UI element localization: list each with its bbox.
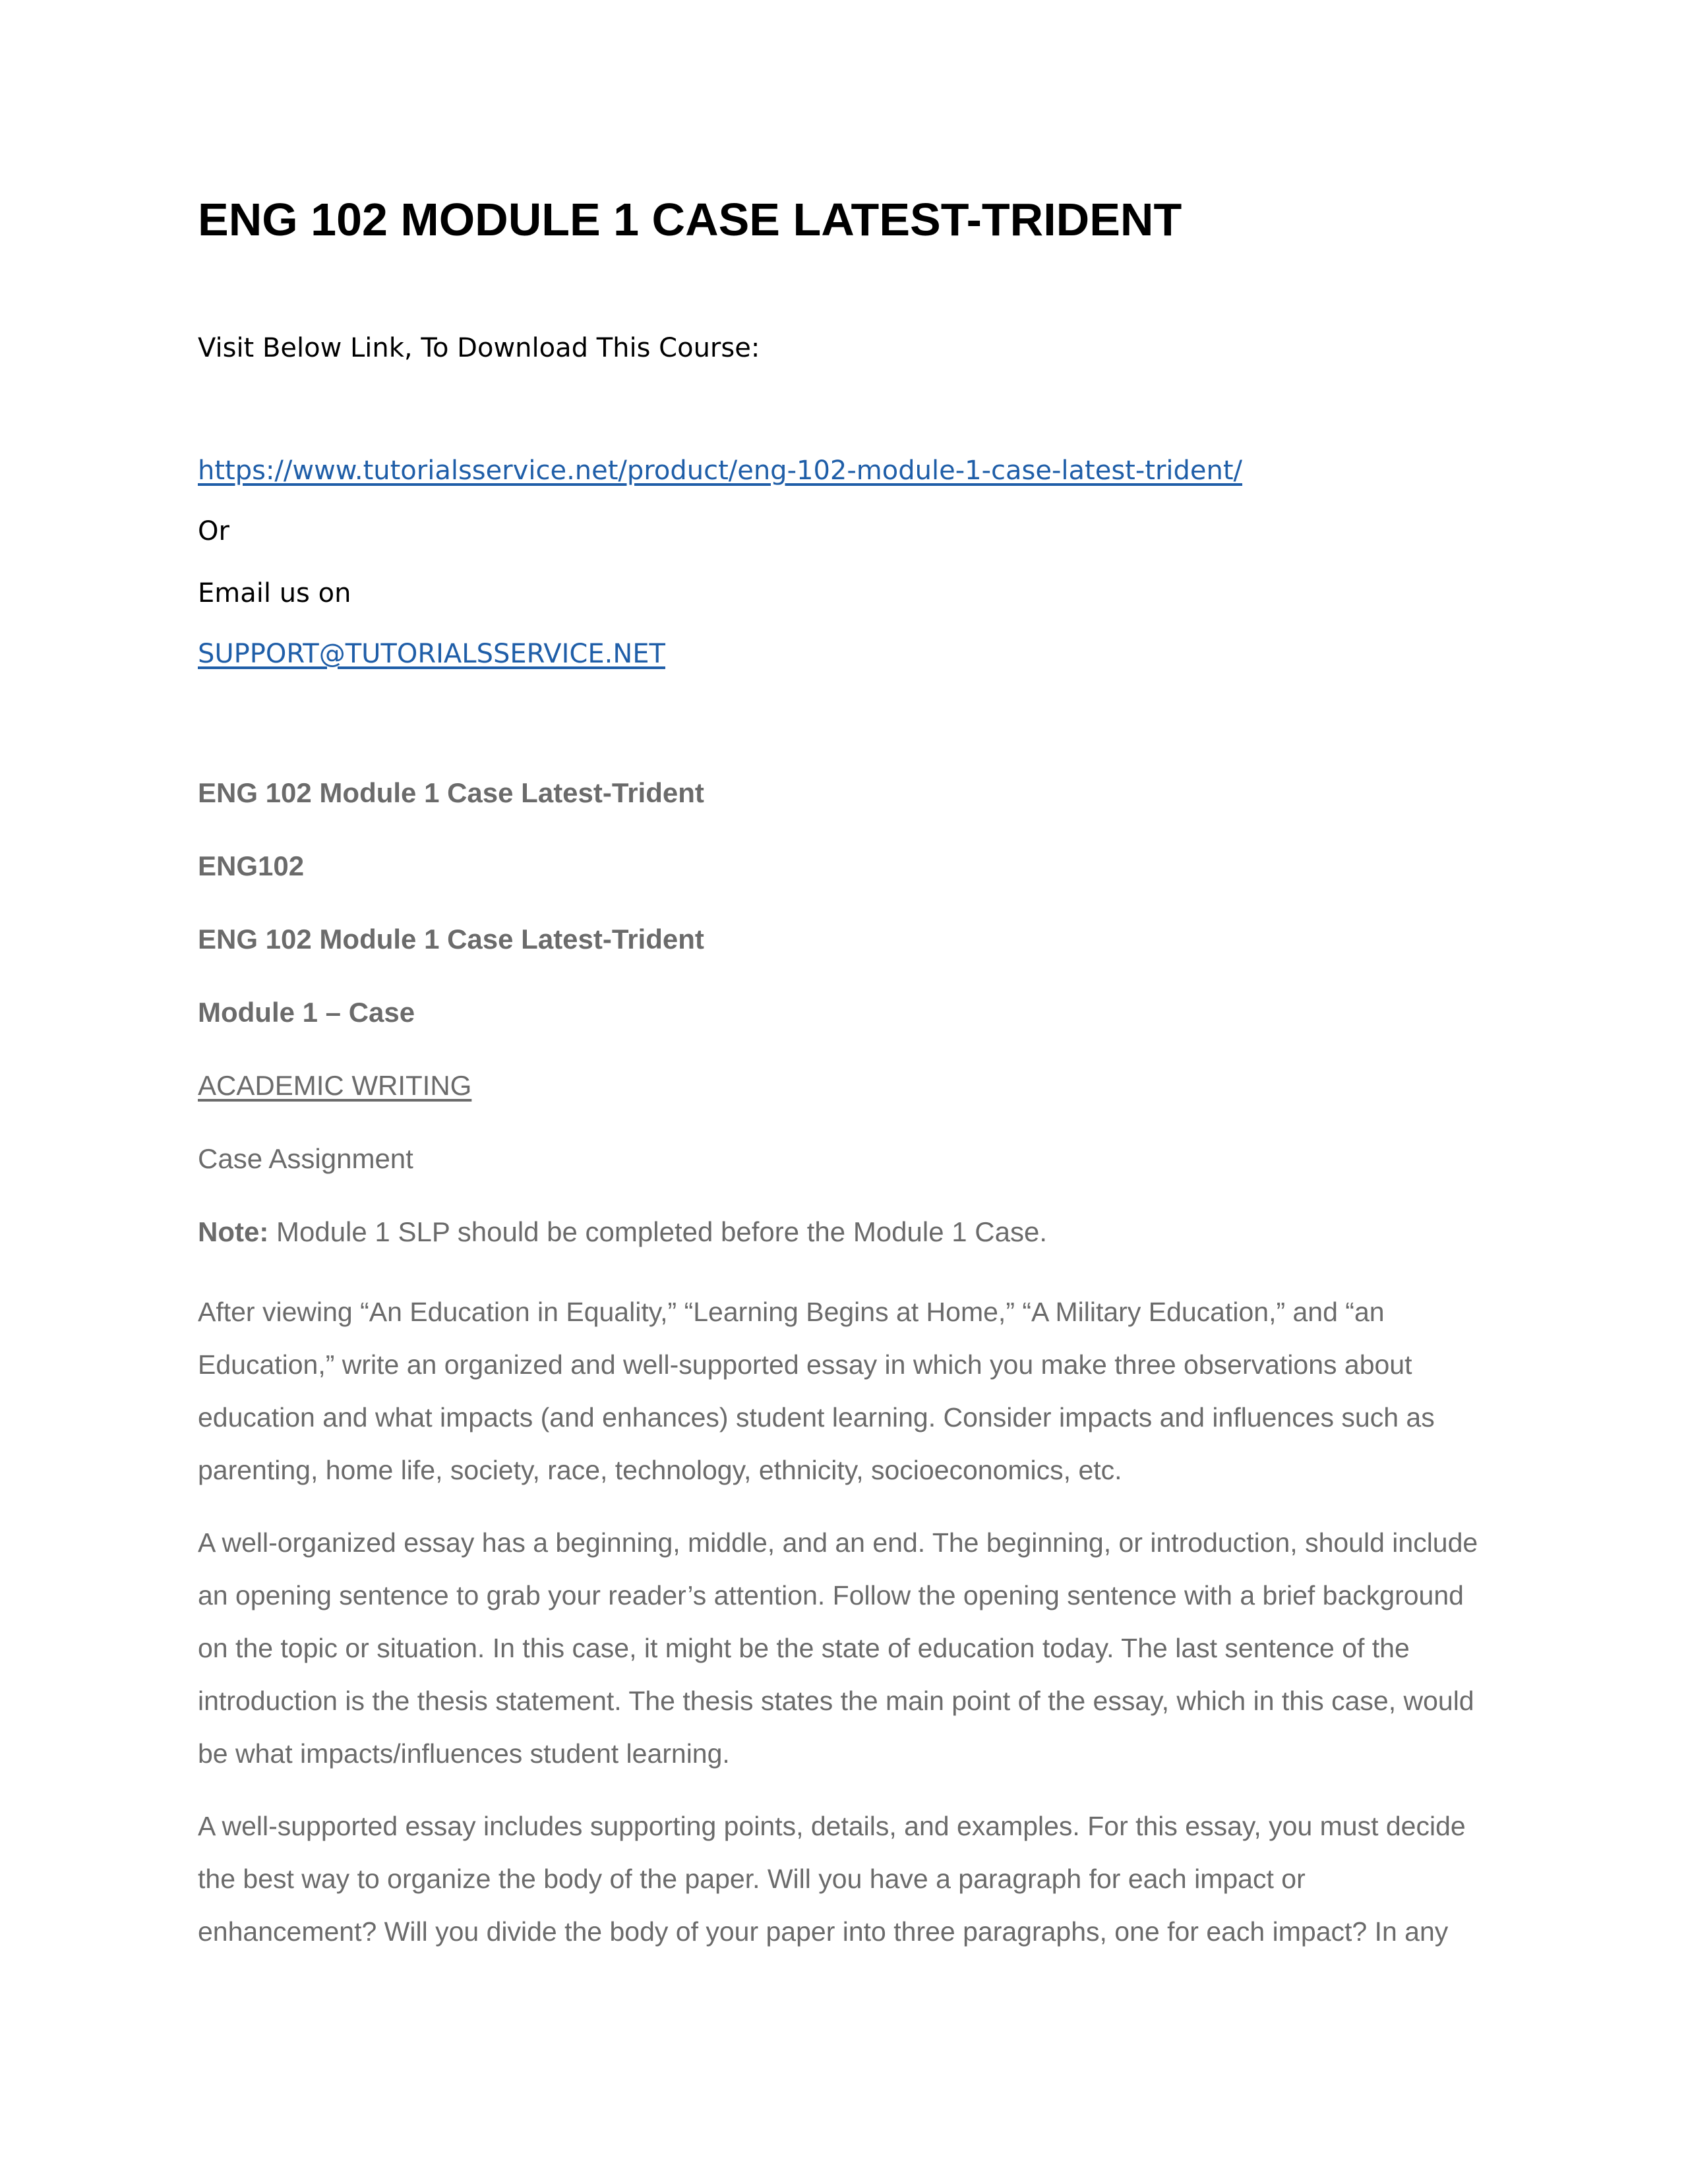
note-line xyxy=(198,1214,1047,1251)
email-link-line xyxy=(198,635,665,672)
page-title: ENG 102 MODULE 1 CASE LATEST-TRIDENT xyxy=(198,194,1182,245)
case-assignment-label: Case Assignment xyxy=(198,1143,413,1174)
email-link[interactable]: SUPPORT@TUTORIALSSERVICE.NET xyxy=(198,639,665,669)
course-code: ENG102 xyxy=(198,850,305,881)
or-text: Or xyxy=(198,516,229,546)
visit-instruction: Visit Below Link, To Download This Course: xyxy=(198,333,760,363)
module-heading: Module 1 – Case xyxy=(198,997,415,1028)
assignment-paragraph: After viewing “An Education in Equality,” “Learning Begins at Home,” “A Military Education,” and “an Education,” write an organized and well-supported essay in which you make three observations about education and what impacts (and enhances) student learning. Consider impacts and influences such as parenting, home life, society, race, technology, ethnicity, socioeconomics, etc. xyxy=(198,1297,1435,1485)
support-paragraph: A well-supported essay includes supporting points, details, and examples. For this essay, you must decide the best way to organize the body of the paper. Will you have a paragraph for each impact or enhancement? Will you divide the body of your paper into three paragraphs, one for each impact? In any xyxy=(198,1811,1466,1947)
section-label: ACADEMIC WRITING xyxy=(198,1070,472,1101)
note-text: Module 1 SLP should be completed before the Module 1 Case. xyxy=(268,1216,1047,1247)
course-subheading: ENG 102 Module 1 Case Latest-Trident xyxy=(198,924,704,955)
course-heading: ENG 102 Module 1 Case Latest-Trident xyxy=(198,777,704,808)
download-link[interactable]: https://www.tutorialsservice.net/product/eng-102-module-1-case-latest-trident/ xyxy=(198,456,1243,486)
download-link-line xyxy=(198,452,1242,489)
note-label: Note: xyxy=(198,1216,269,1247)
organization-paragraph: A well-organized essay has a beginning, middle, and an end. The beginning, or introduction, should include an opening sentence to grab your reader’s attention. Follow the opening sentence with a brief background on the topic or situation. In this case, it might be the state of education today. The last sentence of the introduction is the thesis statement. The thesis states the main point of the essay, which in this case, would be what impacts/influences student learning. xyxy=(198,1527,1478,1769)
email-label: Email us on xyxy=(198,578,351,608)
